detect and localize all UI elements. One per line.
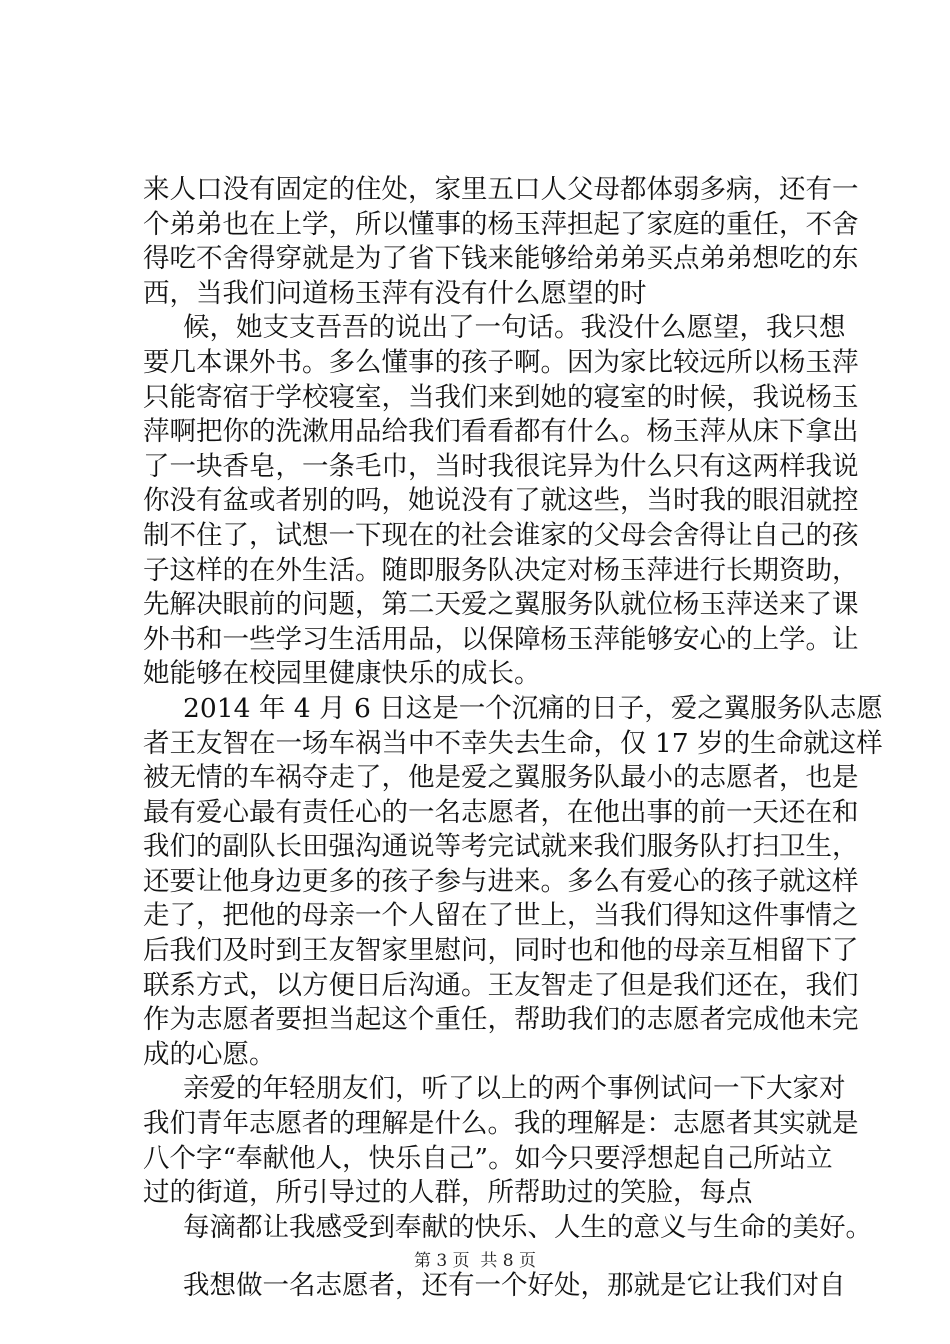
text-line: 还要让他身边更多的孩子参与进来。多么有爱心的孩子就这样 — [143, 865, 859, 897]
text-line: 个弟弟也在上学，所以懂事的杨玉萍担起了家庭的重任，不舍 — [143, 208, 859, 240]
text-line: 走了，把他的母亲一个人留在了世上，当我们得知这件事情之 — [143, 900, 859, 932]
text-line: 过的街道，所引导过的人群，所帮助过的笑脸，每点 — [143, 1177, 753, 1209]
text-line: 每滴都让我感受到奉献的快乐、人生的意义与生命的美好。 — [183, 1211, 872, 1243]
text-line: 联系方式，以方便日后沟通。王友智走了但是我们还在，我们 — [143, 969, 859, 1001]
text-line: 被无情的车祸夺走了，他是爱之翼服务队最小的志愿者，也是 — [143, 762, 859, 794]
text-line: 萍啊把你的洗漱用品给我们看看都有什么。杨玉萍从床下拿出 — [143, 416, 859, 448]
text-line: 候，她支支吾吾的说出了一句话。我没什么愿望，我只想 — [183, 312, 846, 344]
text-line: 我想做一名志愿者，还有一个好处，那就是它让我们对自 — [183, 1270, 846, 1302]
text-line: 外书和一些学习生活用品，以保障杨玉萍能够安心的上学。让 — [143, 623, 859, 655]
text-line: 成的心愿。 — [143, 1038, 276, 1070]
page-footer: 第 3 页 共 8 页 — [413, 1251, 537, 1271]
text-line: 后我们及时到王友智家里慰问，同时也和他的母亲互相留下了 — [143, 935, 859, 967]
text-line: 我们青年志愿者的理解是什么。我的理解是：志愿者其实就是 — [143, 1108, 859, 1140]
text-line: 八个字“奉献他人，快乐自己”。如今只要浮想起自己所站立 — [143, 1142, 833, 1174]
text-line: 西，当我们问道杨玉萍有没有什么愿望的时 — [143, 277, 647, 309]
text-line: 来人口没有固定的住处，家里五口人父母都体弱多病，还有一 — [143, 174, 859, 205]
text-line: 得吃不舍得穿就是为了省下钱来能够给弟弟买点弟弟想吃的东 — [143, 243, 859, 275]
text-line: 子这样的在外生活。随即服务队决定对杨玉萍进行长期资助， — [143, 554, 859, 586]
text-line: 她能够在校园里健康快乐的成长。 — [143, 658, 541, 690]
text-line: 先解决眼前的问题，第二天爱之翼服务队就位杨玉萍送来了课 — [143, 589, 859, 621]
text-line: 者王友智在一场车祸当中不幸失去生命，仅 17 岁的生命就这样 — [143, 727, 883, 759]
text-line: 2014 年 4 月 6 日这是一个沉痛的日子，爱之翼服务队志愿 — [183, 692, 883, 724]
text-line: 最有爱心最有责任心的一名志愿者，在他出事的前一天还在和 — [143, 796, 859, 828]
text-line: 制不住了，试想一下现在的社会谁家的父母会舍得让自己的孩 — [143, 519, 859, 551]
text-line: 只能寄宿于学校寝室，当我们来到她的寝室的时候，我说杨玉 — [143, 381, 859, 413]
document-body — [143, 173, 883, 1304]
text-line: 你没有盆或者别的吗，她说没有了就这些，当时我的眼泪就控 — [143, 485, 859, 517]
text-line: 亲爱的年轻朋友们，听了以上的两个事例试问一下大家对 — [183, 1073, 846, 1105]
text-line: 了一块香皂，一条毛巾，当时我很诧异为什么只有这两样我说 — [143, 450, 859, 482]
text-line: 作为志愿者要担当起这个重任，帮助我们的志愿者完成他未完 — [143, 1004, 859, 1036]
text-line: 我们的副队长田强沟通说等考完试就来我们服务队打扫卫生， — [143, 831, 859, 863]
text-line: 要几本课外书。多么懂事的孩子啊。因为家比较远所以杨玉萍 — [143, 346, 859, 378]
